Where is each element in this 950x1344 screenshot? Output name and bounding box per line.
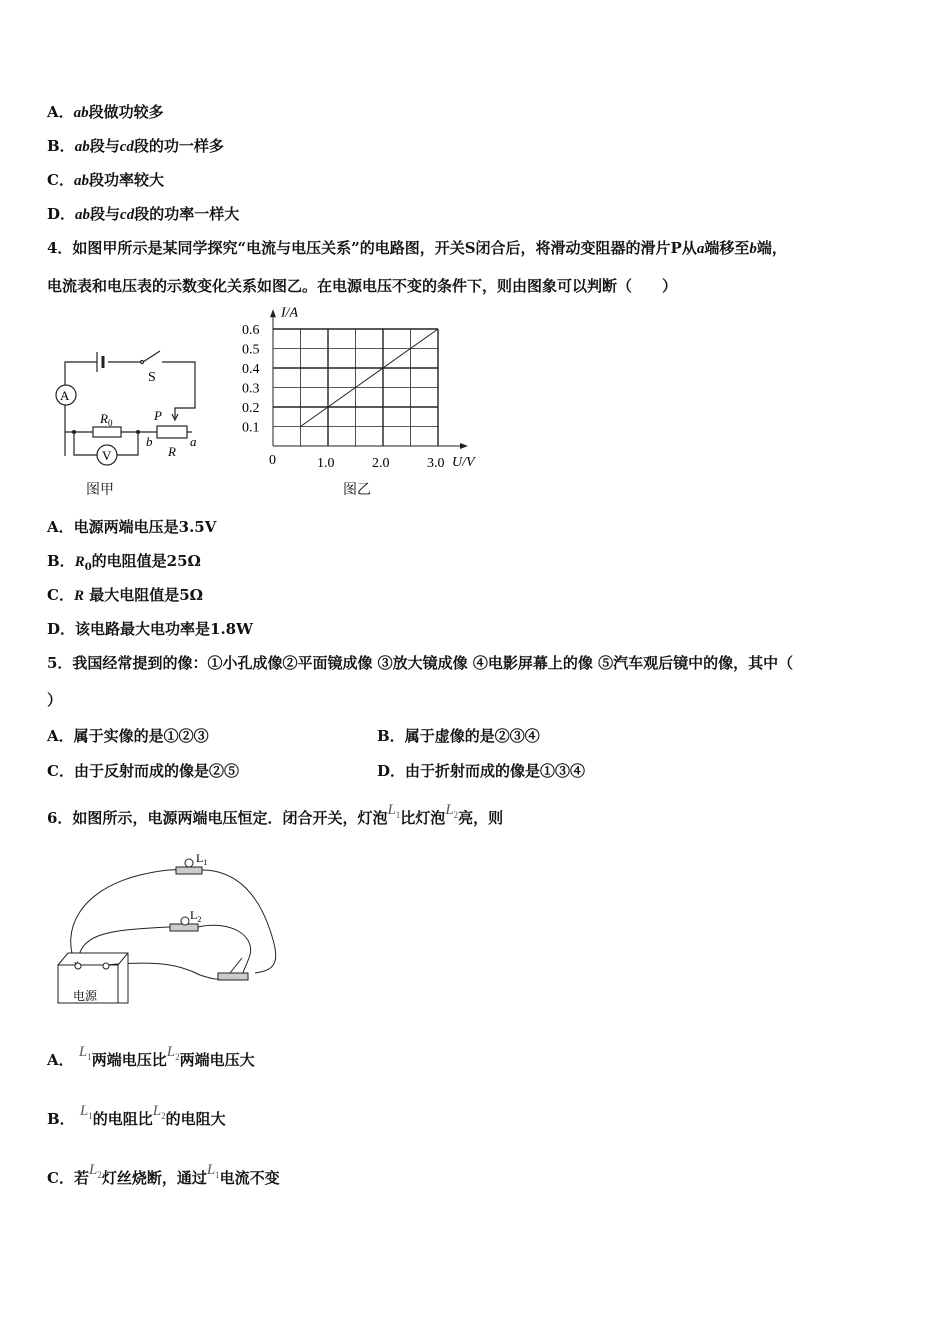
text: 亮，则 [458, 809, 504, 827]
y-tick-label: 0.4 [242, 362, 260, 377]
option-text: 段与 [90, 205, 121, 223]
q4-option-c[interactable] [47, 585, 203, 606]
q5-option-c[interactable] [47, 761, 239, 781]
var: R [73, 588, 84, 604]
option-text: 两端电压大 [179, 1051, 255, 1069]
r0-letter: R [100, 411, 108, 426]
q3-option-c[interactable] [47, 170, 164, 191]
option-label: A． [47, 518, 74, 536]
r-label: R [168, 444, 176, 459]
var: ab [73, 105, 89, 121]
option-label: C． [47, 586, 74, 604]
option-label: D． [47, 620, 76, 638]
l-letter: L [387, 802, 396, 818]
text: 端， [756, 239, 787, 257]
option-text: 该电路最大电功率是1.8W [75, 620, 253, 638]
text: 比灯泡 [400, 809, 446, 827]
l2-sub: 2 [197, 915, 202, 924]
option-text: 段的功率一样大 [134, 205, 240, 223]
sub: 1 [215, 1170, 220, 1180]
sub: 1 [395, 810, 401, 820]
option-text: 由于折射而成的像是①③④ [405, 762, 586, 780]
option-text: 段做功较多 [88, 103, 164, 121]
q3-option-a[interactable] [47, 102, 164, 123]
l-letter: L [206, 1162, 216, 1178]
option-label: B． [47, 137, 75, 155]
option-text: 段功率较大 [88, 171, 164, 189]
q5-stem-line2: ） [47, 691, 63, 709]
var: cd [119, 139, 134, 155]
l1-sub: 1 [203, 858, 208, 867]
text: 6．如图所示，电源两端电压恒定．闭合开关，灯泡 [47, 809, 388, 827]
y-axis-arrow [270, 309, 276, 317]
y-tick-label: 0.6 [242, 323, 260, 338]
option-text: 属于实像的是①②③ [73, 727, 209, 745]
y-tick-label: 0.5 [242, 342, 260, 358]
var: ab [73, 173, 89, 189]
q4-option-d[interactable] [47, 619, 253, 639]
y-tick-label: 0.1 [242, 420, 260, 436]
option-label: C． [47, 171, 74, 189]
l-letter: L [88, 1162, 98, 1178]
x-tick-label: 1.0 [317, 456, 335, 471]
sub: 2 [97, 1170, 102, 1180]
option-label: D． [47, 205, 76, 223]
sub: 0 [84, 562, 92, 573]
option-label: A． [47, 103, 74, 121]
option-text: 两端电压比 [91, 1051, 167, 1069]
x-axis-label: U/V [452, 455, 475, 470]
origin-label: 0 [269, 453, 276, 468]
var: b [749, 241, 757, 257]
q6-stem [47, 802, 504, 834]
sub: 2 [161, 1111, 166, 1121]
power-source-label: 电源 [73, 989, 98, 1003]
sub: 1 [87, 1052, 92, 1062]
option-text: 若 [73, 1169, 89, 1187]
l1-symbol [387, 802, 400, 818]
text: 4．如图甲所示是某同学探究“电流与电压关系”的电路图，开关S闭合后，将滑动变阻器的滑片P从 [47, 239, 697, 257]
iu-graph-fig2 [230, 300, 510, 480]
q5-option-b[interactable] [377, 726, 540, 746]
bulb-circuit-fig [40, 840, 300, 1020]
q4-stem-line2: 电流表和电压表的示数变化关系如图乙。在电源电压不变的条件下，则由图象可以判断（ ） [47, 277, 678, 295]
q3-option-d[interactable] [47, 204, 239, 225]
l1-label [196, 851, 207, 867]
x-tick-label: 3.0 [427, 456, 445, 471]
l2-symbol [445, 802, 458, 818]
option-label: A． [47, 727, 74, 745]
option-text: 的电阻大 [165, 1110, 226, 1128]
q5-stem-line1: 5．我国经常提到的像：①小孔成像②平面镜成像 ③放大镜成像 ④电影屏幕上的像 ⑤汽车观后镜中的像，其中（ [47, 654, 794, 672]
r0-sub: 0 [107, 418, 113, 428]
ammeter-label: A [60, 388, 70, 403]
q6-option-c[interactable] [47, 1162, 280, 1194]
option-text: 电源两端电压是3.5V [73, 518, 217, 536]
var: a [696, 241, 705, 257]
y-tick-label: 0.3 [242, 381, 260, 397]
switch-label: S [148, 370, 156, 385]
voltmeter-label: V [102, 448, 112, 463]
l2-label [190, 908, 201, 924]
fig1-caption: 图甲 [86, 482, 114, 498]
var: R [74, 554, 85, 570]
q5-option-a[interactable] [47, 726, 209, 746]
l-letter: L [445, 802, 454, 818]
option-text: 灯丝烧断，通过 [101, 1169, 207, 1187]
l-letter: L [79, 1103, 89, 1119]
option-label: B． [47, 552, 75, 570]
option-text: 最大电阻值是5Ω [83, 586, 203, 604]
option-label: B． [377, 727, 405, 745]
option-text: 段与 [89, 137, 120, 155]
q6-option-b[interactable] [47, 1103, 226, 1135]
y-axis-label: I/A [281, 305, 299, 321]
q6-option-a[interactable] [47, 1044, 255, 1076]
option-text: 属于虚像的是②③④ [404, 727, 540, 745]
l-letter: L [78, 1044, 88, 1060]
r0-label [99, 411, 113, 428]
option-label: D． [377, 762, 406, 780]
a-label: a [190, 434, 197, 449]
option-text: 电流不变 [219, 1169, 280, 1187]
q4-option-b[interactable] [47, 551, 201, 578]
fig2-caption: 图乙 [343, 482, 371, 498]
data-line [301, 329, 439, 427]
l-letter: L [152, 1103, 162, 1119]
option-label: A． [47, 1051, 74, 1069]
l-letter: L [166, 1044, 176, 1060]
l2-letter: L [190, 908, 198, 922]
y-tick-label: 0.2 [242, 401, 260, 416]
x-axis-arrow [460, 443, 468, 449]
q3-option-b[interactable] [47, 136, 224, 157]
var: ab [74, 139, 90, 155]
sub: 2 [175, 1052, 180, 1062]
option-label: C． [47, 762, 74, 780]
option-text: 段的功一样多 [133, 137, 224, 155]
option-label: B． [47, 1110, 75, 1128]
option-label: C． [47, 1169, 74, 1187]
q4-stem-line1 [47, 238, 787, 259]
l1-letter: L [196, 851, 204, 865]
x-tick-label: 2.0 [372, 456, 390, 471]
option-text: 的电阻值是25Ω [91, 552, 201, 570]
q5-option-d[interactable] [377, 761, 585, 781]
p-label: P [154, 408, 162, 423]
var: cd [120, 207, 135, 223]
sub: 2 [453, 810, 459, 820]
b-label: b [146, 434, 153, 449]
circuit-diagram-fig1 [40, 340, 220, 500]
var: ab [75, 207, 91, 223]
option-text: 的电阻比 [92, 1110, 153, 1128]
q4-option-a[interactable] [47, 517, 216, 537]
option-text: 由于反射而成的像是②⑤ [73, 762, 239, 780]
sub: 1 [88, 1111, 93, 1121]
text: 端移至 [704, 239, 750, 257]
